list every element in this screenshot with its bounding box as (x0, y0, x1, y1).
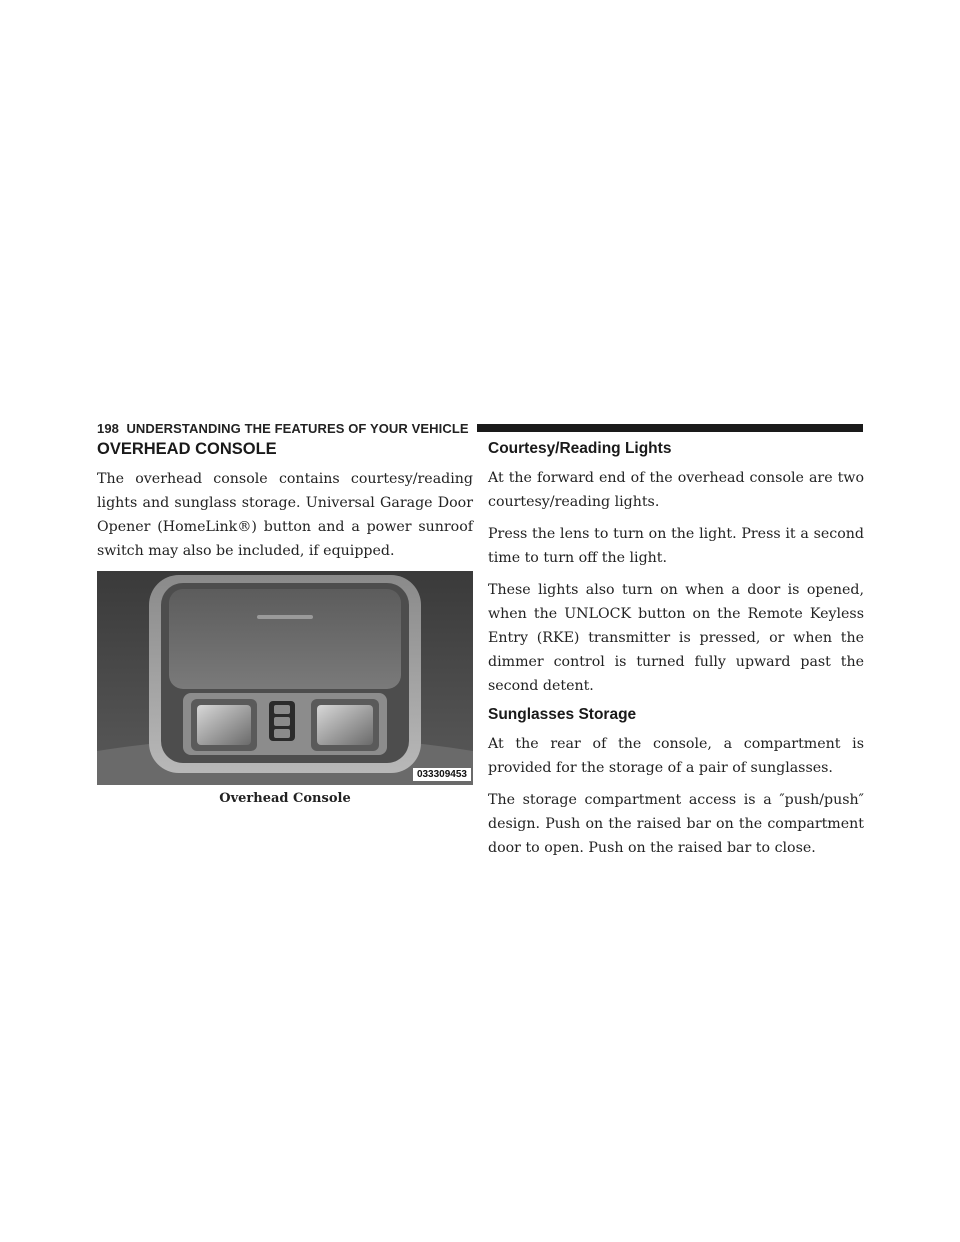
running-header (97, 421, 477, 436)
courtesy-paragraph-1: At the forward end of the overhead console are two courtesy/reading lights. (488, 470, 864, 510)
courtesy-paragraph-3: These lights also turn on when a door is opened, when the UNLOCK button on the Remote Keyless Entry (RKE) transmitter is pressed, or when the dimmer control is turned fully upward past the second detent. (488, 582, 864, 694)
courtesy-paragraph-2: Press the lens to turn on the light. Press it a second time to turn off the light. (488, 526, 864, 566)
figure-id-label: 033309453 (413, 768, 471, 781)
overhead-console-illustration (97, 571, 473, 785)
right-column (488, 440, 864, 868)
sunglasses-paragraph-1: At the rear of the console, a compartment is provided for the storage of a pair of sunglasses. (488, 736, 864, 776)
overhead-console-figure (97, 571, 473, 785)
left-column (97, 440, 473, 806)
sunglasses-paragraph-2: The storage compartment access is a ″push/push″ design. Push on the raised bar on the compartment door to open. Push on the raised bar to close. (488, 792, 864, 856)
sunglasses-storage-heading: Sunglasses Storage (488, 706, 637, 723)
header-rule (477, 424, 863, 432)
courtesy-lights-heading: Courtesy/Reading Lights (488, 440, 672, 457)
page-number: 198 (97, 420, 119, 436)
intro-paragraph: The overhead console contains courtesy/reading lights and sunglass storage. Universal Garage Door Opener (HomeLink®) button and a power sunroof switch may also be included, if equipped. (97, 471, 473, 559)
figure-caption: Overhead Console (219, 791, 351, 806)
section-heading: OVERHEAD CONSOLE (97, 440, 277, 458)
section-title: UNDERSTANDING THE FEATURES OF YOUR VEHICLE (126, 420, 469, 436)
page-header (97, 418, 863, 438)
